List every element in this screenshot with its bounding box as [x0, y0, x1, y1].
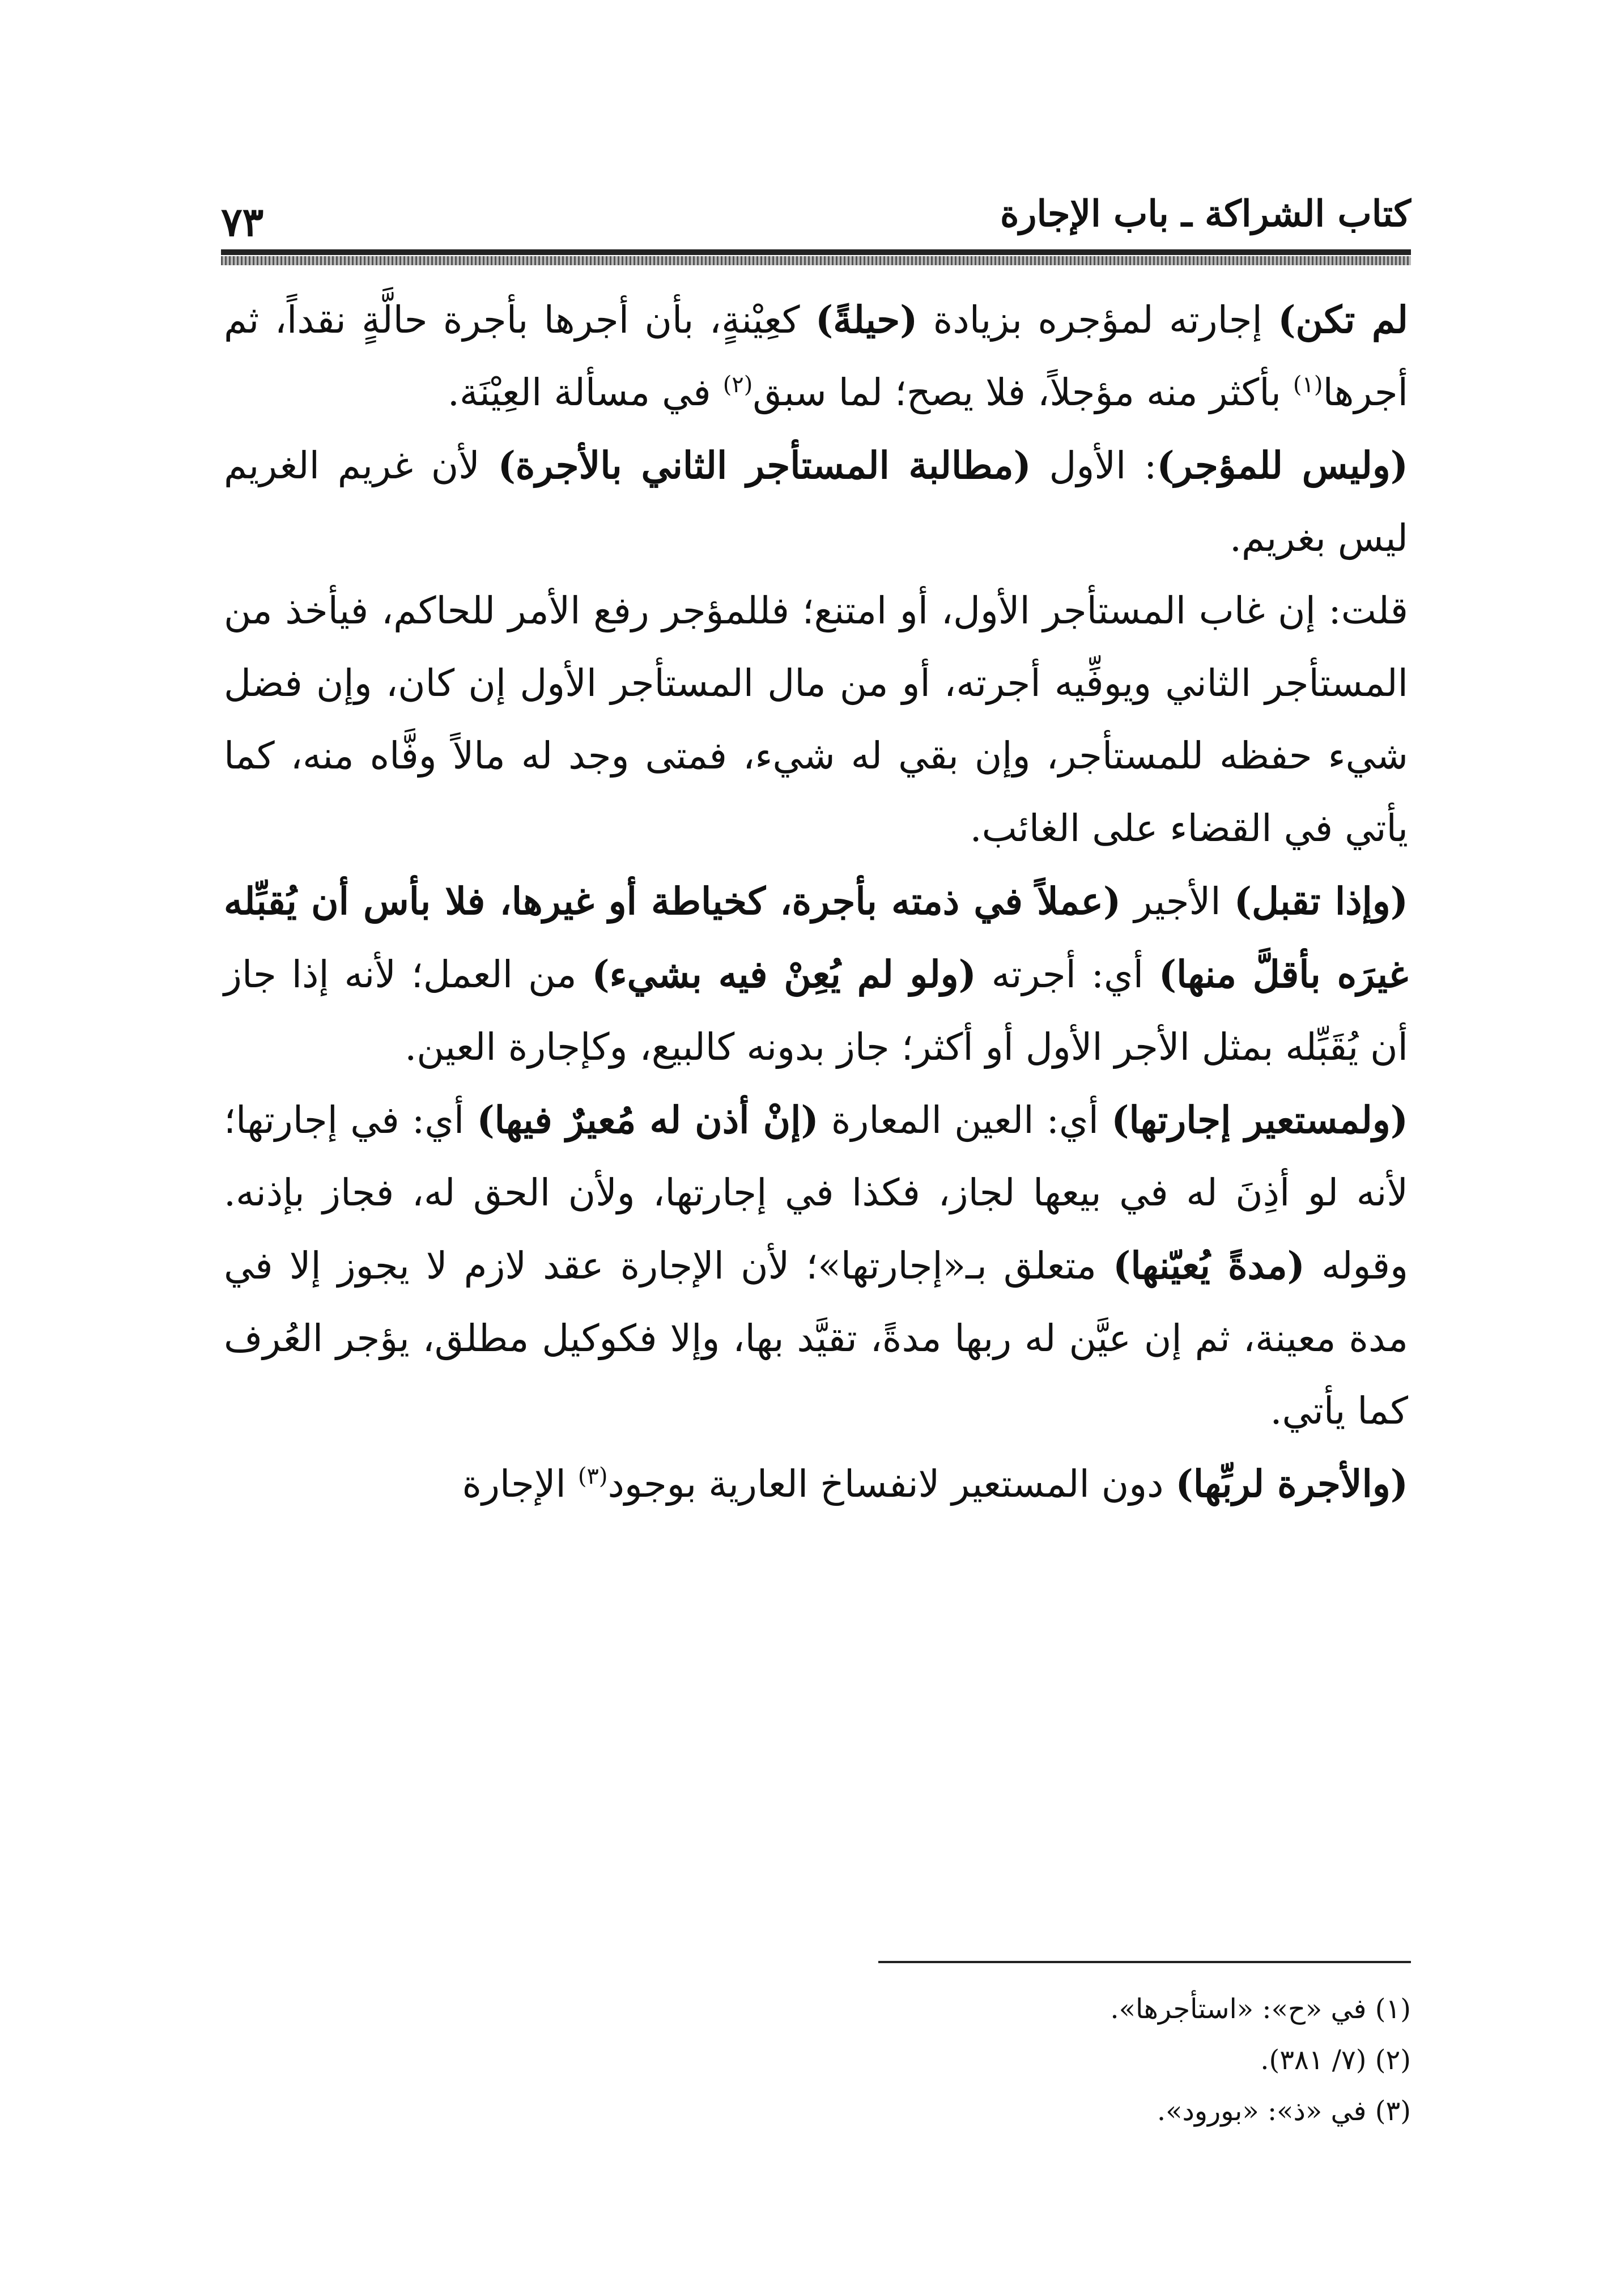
text-run: إجارته لمؤجره بزيادة [917, 298, 1278, 342]
page-number: ٧٣ [221, 198, 264, 245]
text-run: دون المستعير لانفساخ العارية بوجود [607, 1462, 1176, 1506]
text-run: الإجارة [462, 1462, 578, 1506]
text-run: متعلق بـ«إجارتها»؛ لأن الإجارة عقد لازم لا يجوز إلا في مدة معينة، ثم إن عيَّن له ربها مدةً، تقيَّد بها، وإلا فكوكيل مطلق، يؤجر العُرف كما يأتي. [224, 1244, 1408, 1433]
paragraph-2 [224, 429, 1408, 575]
text-run: الأجير [1121, 880, 1234, 923]
paragraph-5 [224, 1084, 1408, 1447]
bold-phrase: (مدةً يُعيّنها) [1113, 1243, 1305, 1288]
paragraph-6 [224, 1447, 1408, 1521]
text-run: لأن غريم الغريم ليس بغريم. [224, 444, 1408, 560]
bold-phrase: لم تكن) [1278, 298, 1408, 342]
text-run: أي: العين المعارة [818, 1098, 1112, 1142]
text-run: قلت: إن غاب المستأجر الأول، أو امتنع؛ فللمؤجر رفع الأمر للحاكم، فيأخذ من المستأجر الثاني ويوفِّيه أجرته، أو من مال المستأجر الأول إن كان، وإن فضل شيء حفظه للمستأجر، وإن بقي له شيء، فمتى وجد له مالاً وفَّاه منه، كما يأتي في القضاء على الغائب. [224, 589, 1408, 850]
footnote-3: (٣) في «ذ»: «بورود». [1157, 2095, 1411, 2127]
page-header [221, 181, 1411, 249]
footnotes [504, 1984, 1411, 2137]
text-run: كعِيْنةٍ، بأن أجرها بأجرة حالَّةٍ نقداً، ثم أجرها [224, 298, 1408, 414]
paragraph-4 [224, 865, 1408, 1084]
bold-phrase: (وإذا تقبل) [1234, 879, 1408, 923]
main-text [224, 283, 1408, 1904]
text-run: أي: أجرته [976, 953, 1159, 996]
footnote-2: (٢) (٧/ ٣٨١). [1260, 2044, 1411, 2076]
text-run: : الأول [1031, 444, 1157, 487]
text-run: بأكثر منه مؤجلاً، فلا يصح؛ لما سبق [753, 371, 1293, 414]
bold-phrase: (والأجرة لربِّها) [1175, 1462, 1408, 1506]
text-run: من العمل؛ لأنه إذا جاز أن يُقَبِّله بمثل الأجر الأول أو أكثر؛ جاز بدونه كالبيع، وكإجارة العين. [224, 953, 1408, 1069]
paragraph-1 [224, 283, 1408, 429]
bold-phrase: (ولمستعير إجارتها) [1111, 1098, 1408, 1142]
bold-phrase: (إنْ أذن له مُعيرٌ فيها) [477, 1098, 819, 1142]
footnote-ref-3: (٣) [577, 1463, 608, 1489]
footnote-ref-1: (١) [1293, 372, 1323, 398]
paragraph-3 [224, 575, 1408, 865]
header-rule [221, 249, 1411, 255]
bold-phrase: (وليس للمؤجر) [1157, 443, 1408, 487]
bold-phrase: (حيلةً) [815, 298, 918, 342]
text-run: في مسألة العِيْنَة. [447, 371, 723, 414]
header-hatched-rule [221, 256, 1411, 265]
footnote-ref-2: (٢) [722, 372, 753, 398]
bold-phrase: (ولو لم يُعِنْ فيه بشيء) [592, 952, 976, 996]
running-title: كتاب الشراكة ـ باب الإجارة [1000, 193, 1411, 235]
bold-phrase: (مطالبة المستأجر الثاني بالأجرة) [498, 443, 1031, 487]
text-run: أي: في إجارتها؛ لأنه لو أذِنَ له في بيعها لجاز، فكذا في إجارتها، ولأن الحق له، فجاز بإذنه. وقوله [224, 1098, 1408, 1288]
footnote-separator [878, 1961, 1411, 1963]
bold-phrase: (عملاً في ذمته بأجرة، كخياطة أو غيرها، فلا بأس أن يُقبِّله غيرَه بأقلَّ منها) [224, 879, 1409, 996]
footnote-1: (١) في «ح»: «استأجرها». [1110, 1993, 1411, 2025]
